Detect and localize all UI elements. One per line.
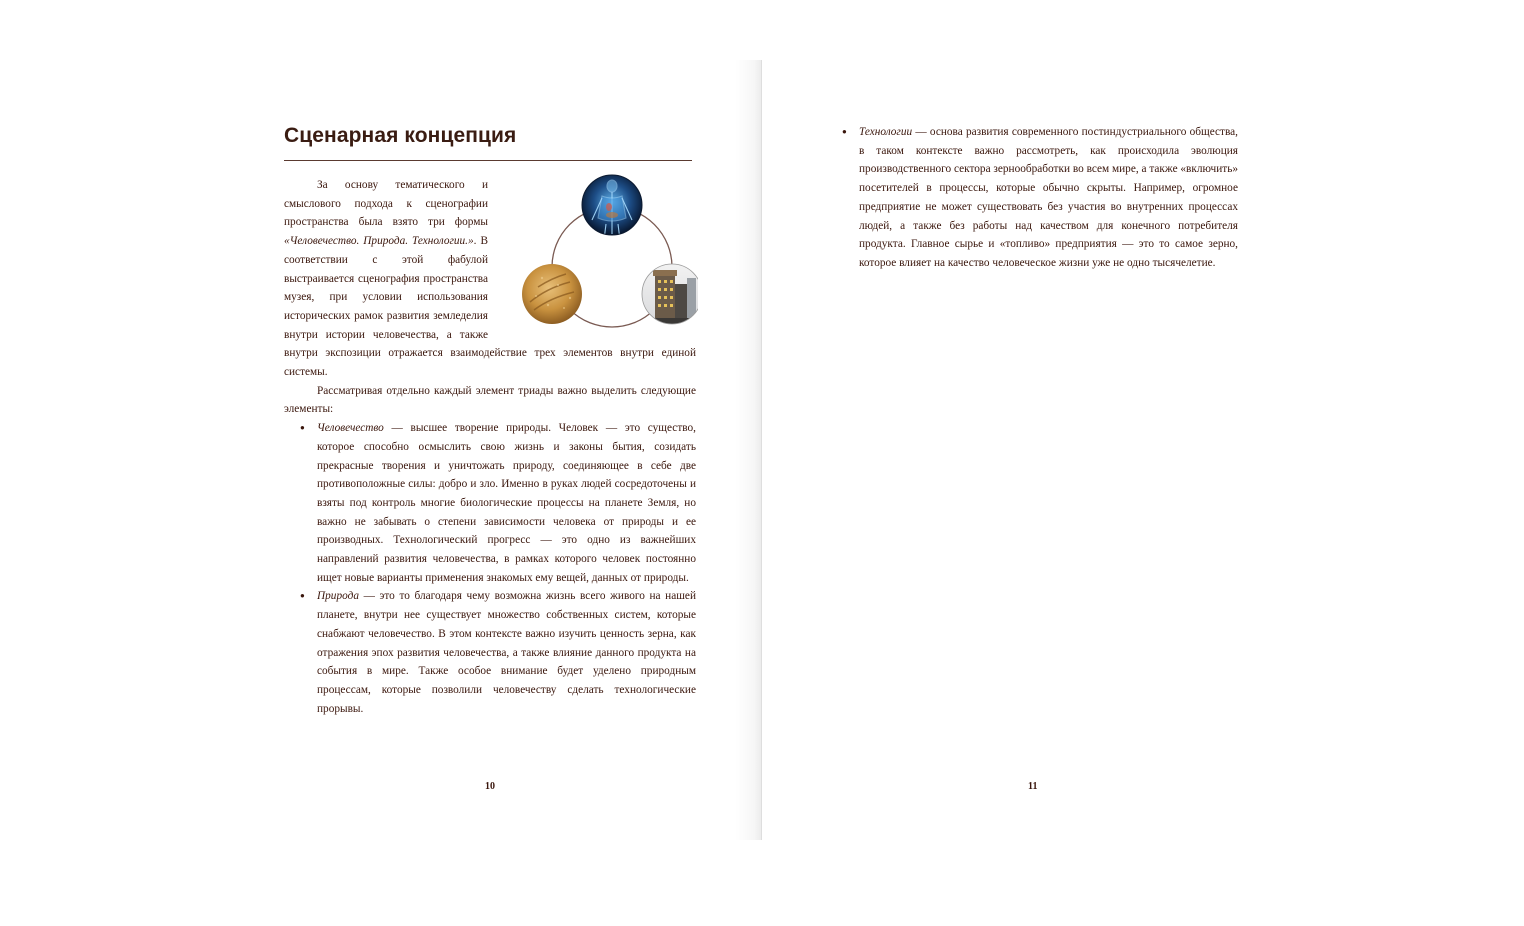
list-item-technology <box>826 123 1238 273</box>
page-number-left: 10 <box>485 781 495 792</box>
triad-list-continued <box>826 123 1238 273</box>
triad-list <box>284 419 696 718</box>
page-title: Сценарная концепция <box>284 124 517 147</box>
definition-humanity: — высшее творение природы. Человек — это существо, которое способно осмыслить свою жизнь и законы бытия, созидать прекрасные творения и уничтожать природу, соединяющее в себе две противоположные силы: добро и зло. Именно в руках людей сосредоточены и взяты под контроль многие биологические процессы на планете Земля, но важно не забывать о степени зависимости человека от природы и ее производных. Технологический прогресс — это одно из важнейших направлений развития человечества, в рамках которого человек постоянно ищет новые варианты применения знакомых ему вещей, данных от природы. <box>317 422 696 584</box>
list-item-humanity <box>284 419 696 587</box>
human-anatomy-icon <box>582 175 642 240</box>
gutter-line <box>761 60 762 840</box>
grain-elevator-icon <box>642 264 698 328</box>
intro-text-b: . В соответствии с этой фабулой выстраивается сценография пространства музея, при условии использования исторических рамок развития земледелия внутри истории человечества, а также внутри экспозиции отражается взаимодействие трех элементов внутри единой системы. <box>284 235 696 379</box>
page-number-right: 11 <box>1028 781 1038 792</box>
right-page-body <box>826 123 1238 273</box>
intro-text-a: За основу тематического и смыслового подхода к сценографии пространства была взято три формы <box>284 179 488 229</box>
term-technology: Технологии <box>859 126 913 138</box>
title-underline <box>284 160 692 161</box>
left-page-body <box>284 176 696 718</box>
term-humanity: Человечество <box>317 422 384 435</box>
gutter-shadow <box>735 60 762 840</box>
triad-diagram <box>492 174 698 340</box>
triad-phrase: «Человечество. Природа. Технологии.» <box>284 235 474 248</box>
triad-figure <box>498 176 696 338</box>
grain-icon <box>522 264 582 324</box>
term-nature: Природа <box>317 590 359 603</box>
definition-nature: — это то благодаря чему возможна жизнь всего живого на нашей планете, внутри нее существует множество собственных систем, которые снабжают человечество. В этом контексте важно изучить ценность зерна, как отражения эпох развития человечества, а также влияние данного продукта на события в мире. Также особое внимание будет уделено природным процессам, которые позволили человечеству сделать технологические прорывы. <box>317 590 696 715</box>
definition-technology: — основа развития современного постиндустриального общества, в таком контексте важно рассмотреть, как происходила эволюция производственного сектора зернообработки во всем мире, а также «включить» посетителей в процессы, которые обычно скрыты. Например, огромное предприятие не может существовать без участия во внутренних процессах людей, а также без работы над качеством для конечного потребителя продукта. Главное сырье и «топливо» предприятия — это то самое зерно, которое влияет на качество человеческое жизни уже не одно тысячелетие. <box>859 126 1238 269</box>
list-item-nature <box>284 587 696 718</box>
second-paragraph: Рассматривая отдельно каждый элемент триады важно выделить следующие элементы: <box>284 384 696 416</box>
